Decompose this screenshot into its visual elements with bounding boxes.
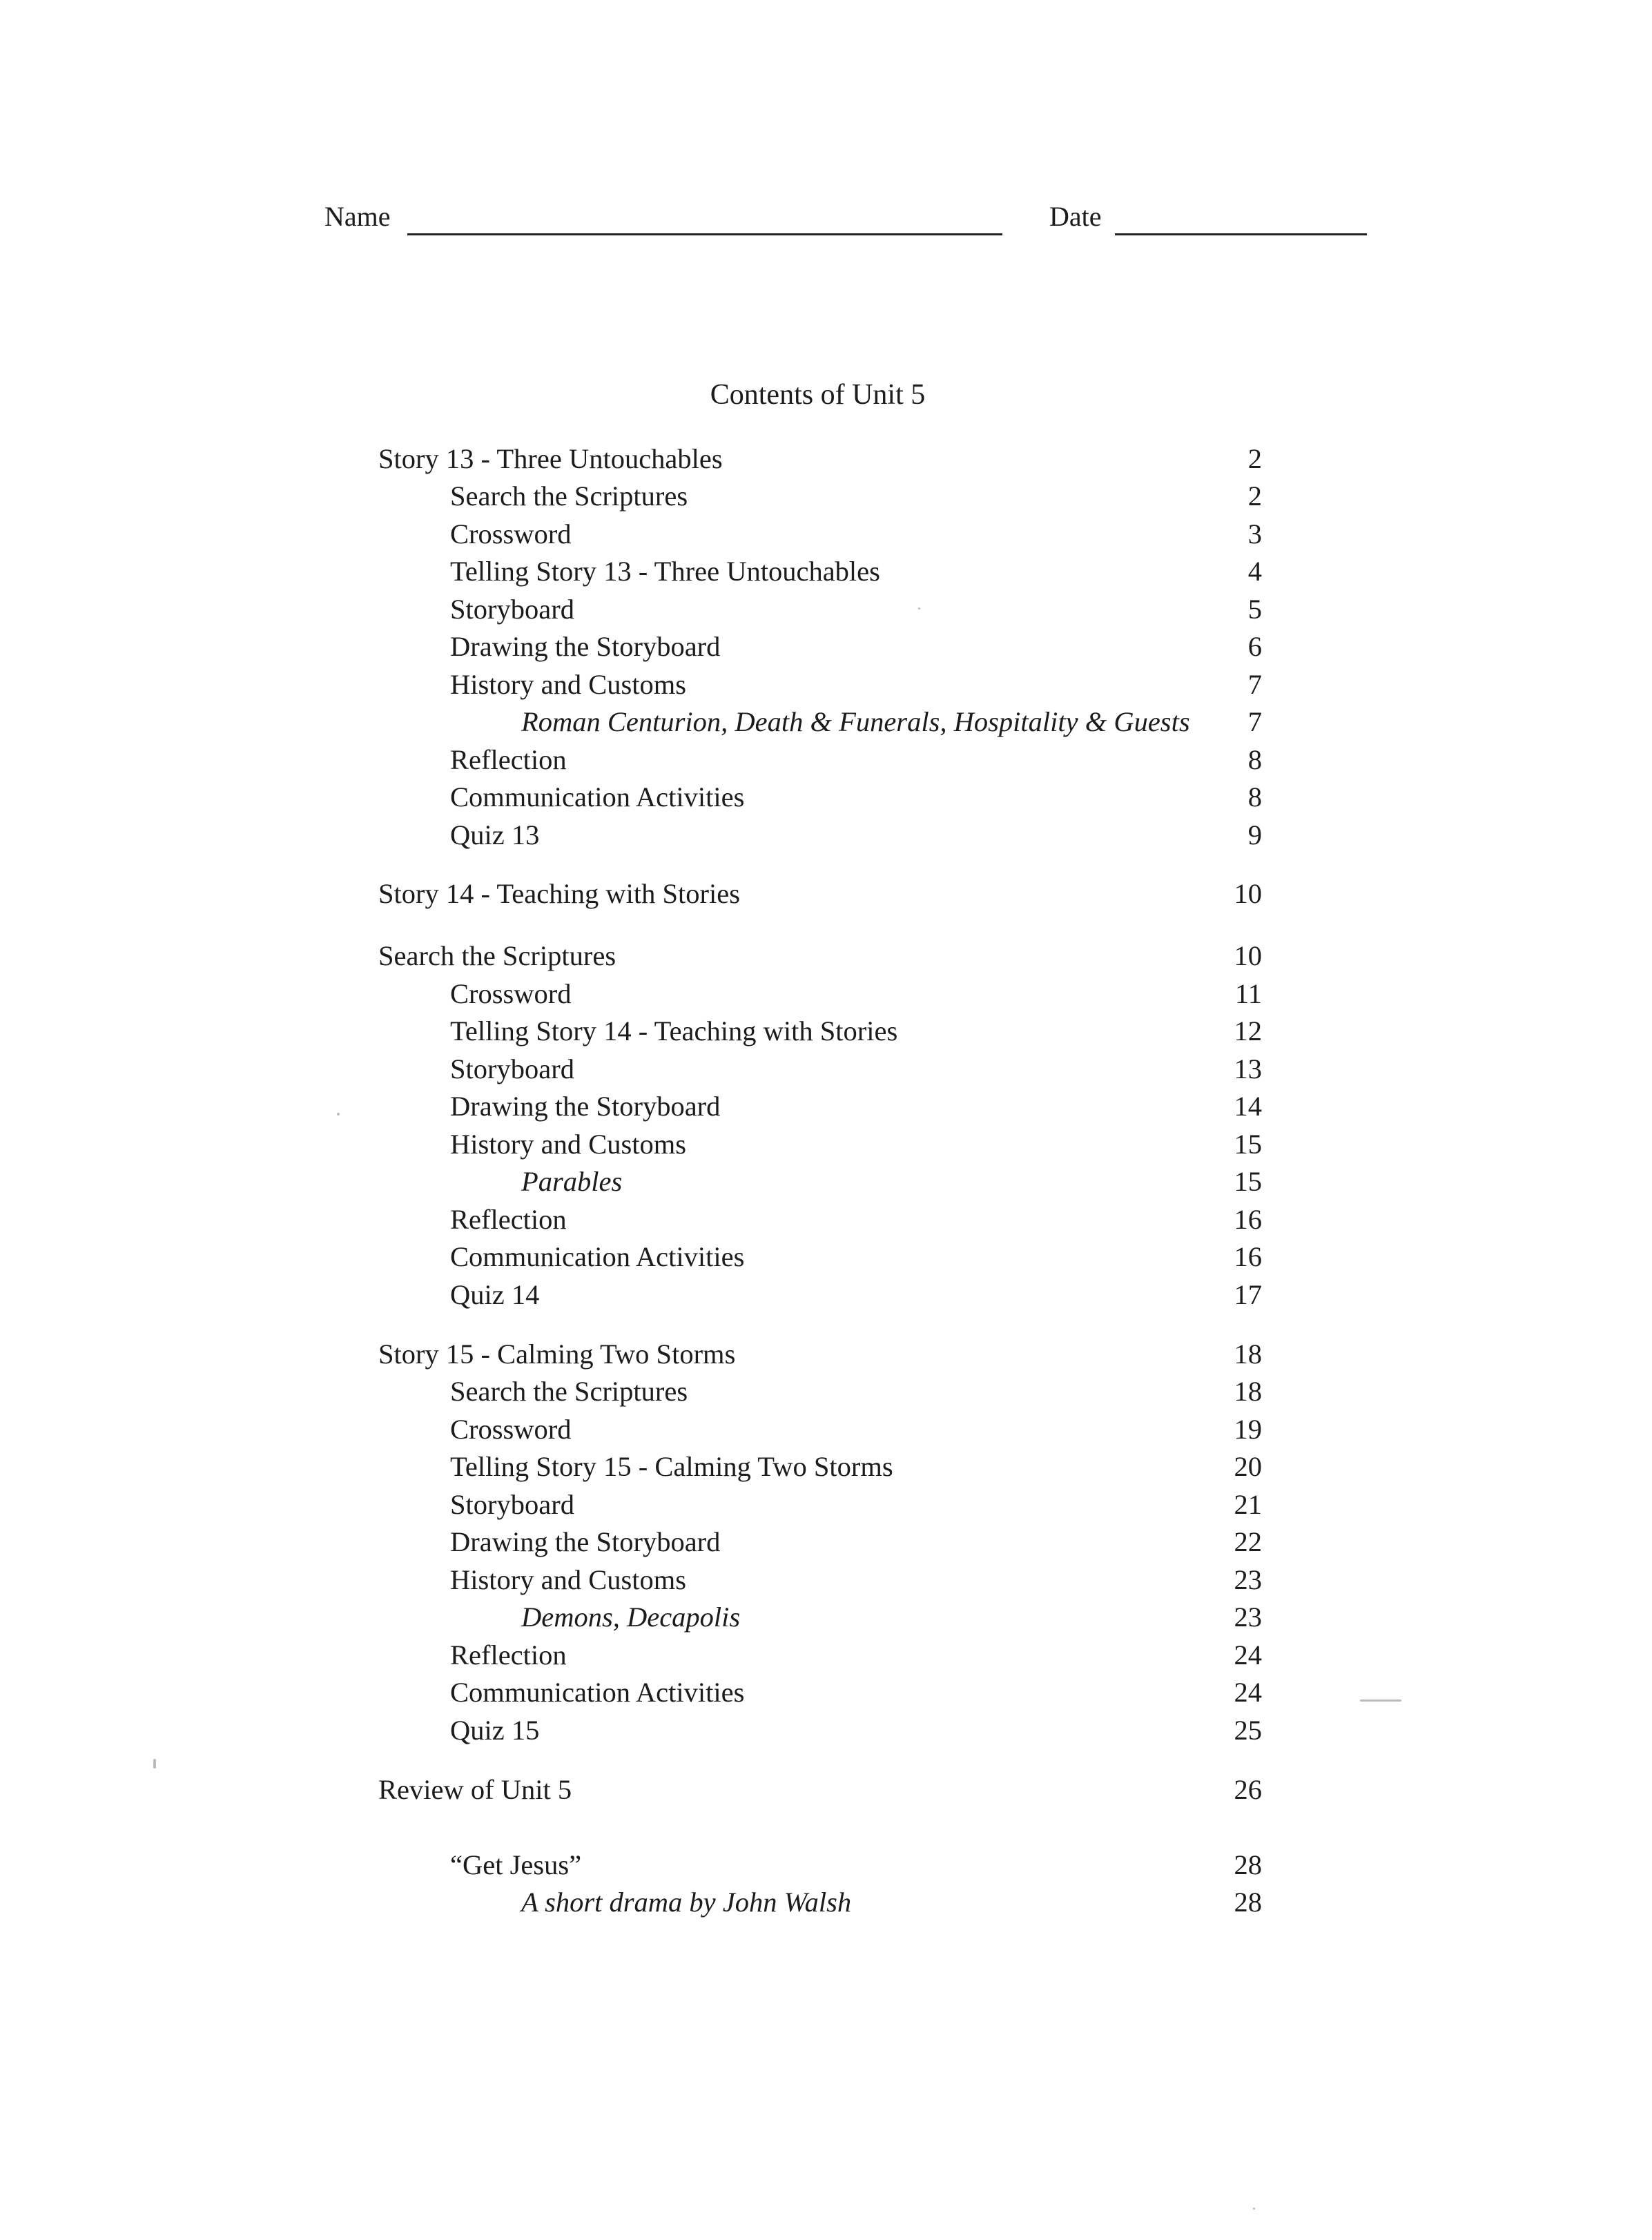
- toc-page-number: 19: [1234, 1414, 1262, 1445]
- toc-section-row: [378, 1336, 1262, 1373]
- toc-page-number: 26: [1234, 1774, 1262, 1805]
- toc-entry-title: Communication Activities: [450, 1677, 745, 1708]
- toc-subentry-row: [378, 1599, 1262, 1636]
- toc-entry-title: Drawing the Storyboard: [450, 631, 721, 662]
- toc-entry-title: Crossword: [450, 978, 572, 1009]
- toc-entry-title: Search the Scriptures: [450, 1376, 688, 1407]
- toc-entry-row: [378, 553, 1262, 590]
- toc-entry-title: Telling Story 13 - Three Untouchables: [450, 556, 880, 587]
- toc-page-number: 16: [1234, 1241, 1262, 1272]
- toc-page-number: 21: [1234, 1489, 1262, 1520]
- toc-page-number: 4: [1247, 556, 1262, 587]
- toc-section-row: [378, 875, 1262, 913]
- toc-entry-row: [378, 1201, 1262, 1238]
- toc-entry-row: [378, 817, 1262, 854]
- toc-entry-row: [378, 1561, 1262, 1599]
- toc-entry-title: Storyboard: [450, 1053, 574, 1084]
- toc-page-number: 10: [1234, 878, 1262, 909]
- toc-subentry-row: [378, 703, 1262, 741]
- toc-entry-title: Story 14 - Teaching with Stories: [378, 878, 740, 909]
- toc-entry-title: Story 15 - Calming Two Storms: [378, 1338, 736, 1370]
- toc-entry-row: [378, 1126, 1262, 1163]
- toc-page-number: 12: [1234, 1015, 1262, 1046]
- toc-entry-title: Reflection: [450, 1204, 567, 1235]
- table-of-contents: [378, 0, 1262, 2240]
- toc-entry-title: Search the Scriptures: [378, 940, 616, 971]
- toc-entry-row: [378, 975, 1262, 1013]
- toc-subentry-row: [378, 1163, 1262, 1200]
- toc-subentry-row: [378, 1884, 1262, 1921]
- toc-page-number: 3: [1247, 518, 1262, 549]
- toc-page-number: 14: [1234, 1091, 1262, 1122]
- toc-page-number: 9: [1247, 819, 1262, 850]
- toc-section-row: [378, 937, 1262, 975]
- toc-entry-row: [378, 478, 1262, 515]
- toc-page-number: 11: [1235, 978, 1262, 1009]
- toc-page-number: 18: [1234, 1338, 1262, 1370]
- toc-entry-title: History and Customs: [450, 1129, 687, 1160]
- toc-page-number: 20: [1234, 1451, 1262, 1482]
- toc-entry-title: Review of Unit 5: [378, 1774, 572, 1805]
- toc-page-number: 15: [1234, 1166, 1262, 1197]
- toc-page-number: 5: [1247, 594, 1262, 625]
- toc-entry-title: Roman Centurion, Death & Funerals, Hospitality & Guests: [521, 706, 1190, 737]
- toc-entry-title: Reflection: [450, 744, 567, 775]
- toc-entry-title: Search the Scriptures: [450, 480, 688, 512]
- toc-page-number: 8: [1247, 744, 1262, 775]
- toc-entry-title: Telling Story 15 - Calming Two Storms: [450, 1451, 893, 1482]
- toc-entry-title: Crossword: [450, 1414, 572, 1445]
- toc-entry-title: “Get Jesus”: [450, 1849, 582, 1880]
- toc-entry-row: [378, 1712, 1262, 1749]
- toc-title-text: Contents of Unit 5: [710, 379, 926, 411]
- toc-entry-row: [378, 1276, 1262, 1314]
- toc-entry-title: Communication Activities: [450, 781, 745, 812]
- toc-entry-row: [378, 1013, 1262, 1050]
- toc-page-number: 23: [1234, 1564, 1262, 1595]
- toc-page-number: 10: [1234, 940, 1262, 971]
- toc-entry-row: [378, 1448, 1262, 1486]
- toc-entry-title: A short drama by John Walsh: [521, 1887, 852, 1918]
- toc-entry-title: Drawing the Storyboard: [450, 1526, 721, 1557]
- toc-entry-title: Drawing the Storyboard: [450, 1091, 721, 1122]
- toc-page-number: 2: [1247, 443, 1262, 474]
- toc-entry-row: [378, 591, 1262, 628]
- toc-page-number: 22: [1234, 1526, 1262, 1557]
- toc-entry-row: [378, 1088, 1262, 1125]
- toc-entry-row: [378, 516, 1262, 553]
- toc-section-row: [378, 440, 1262, 478]
- toc-entry-row: [378, 779, 1262, 816]
- toc-page-number: 28: [1234, 1887, 1262, 1918]
- toc-entry-title: Telling Story 14 - Teaching with Stories: [450, 1015, 898, 1046]
- scan-mark: [918, 607, 920, 610]
- toc-page-number: 24: [1234, 1677, 1262, 1708]
- toc-entry-title: Crossword: [450, 518, 572, 549]
- toc-entry-title: Story 13 - Three Untouchables: [378, 443, 723, 474]
- toc-page-number: 8: [1247, 781, 1262, 812]
- toc-page-number: 18: [1234, 1376, 1262, 1407]
- toc-page-number: 7: [1247, 706, 1262, 737]
- toc-page-number: 25: [1234, 1715, 1262, 1746]
- toc-page-number: 17: [1234, 1279, 1262, 1310]
- toc-entry-row: [378, 1373, 1262, 1410]
- toc-page-number: 6: [1247, 631, 1262, 662]
- toc-entry-row: [378, 1238, 1262, 1276]
- toc-page-number: 7: [1247, 669, 1262, 700]
- toc-entry-row: [378, 1411, 1262, 1448]
- toc-entry-row: [378, 1051, 1262, 1088]
- toc-entry-row: [378, 628, 1262, 665]
- toc-entry-title: Reflection: [450, 1639, 567, 1671]
- date-label: Date: [1049, 201, 1102, 232]
- toc-entry-row: [378, 1523, 1262, 1561]
- toc-entry-row: [378, 1847, 1262, 1884]
- toc-entry-row: [378, 1674, 1262, 1711]
- scan-mark: [1253, 2208, 1255, 2210]
- toc-entry-title: Parables: [521, 1166, 623, 1197]
- toc-page-number: 16: [1234, 1204, 1262, 1235]
- toc-section-row: [378, 1771, 1262, 1809]
- toc-entry-row: [378, 741, 1262, 779]
- toc-entry-title: Storyboard: [450, 594, 574, 625]
- name-label: Name: [324, 201, 391, 232]
- scan-mark: [1360, 1700, 1401, 1702]
- toc-page-number: 28: [1234, 1849, 1262, 1880]
- toc-page-number: 13: [1234, 1053, 1262, 1084]
- scan-mark: [153, 1759, 156, 1769]
- toc-entry-row: [378, 1637, 1262, 1674]
- toc-entry-title: History and Customs: [450, 1564, 687, 1595]
- toc-entry-title: Quiz 15: [450, 1715, 540, 1746]
- toc-page-number: 23: [1234, 1601, 1262, 1633]
- toc-entry-title: Quiz 14: [450, 1279, 540, 1310]
- toc-entry-row: [378, 1486, 1262, 1523]
- toc-entry-title: Communication Activities: [450, 1241, 745, 1272]
- toc-entry-title: History and Customs: [450, 669, 687, 700]
- toc-entry-title: Storyboard: [450, 1489, 574, 1520]
- toc-entry-title: Demons, Decapolis: [521, 1601, 741, 1633]
- scan-mark: [337, 1113, 340, 1116]
- toc-page-number: 15: [1234, 1129, 1262, 1160]
- toc-entry-title: Quiz 13: [450, 819, 540, 850]
- toc-entry-row: [378, 666, 1262, 703]
- toc-page-number: 24: [1234, 1639, 1262, 1671]
- toc-page-number: 2: [1247, 480, 1262, 512]
